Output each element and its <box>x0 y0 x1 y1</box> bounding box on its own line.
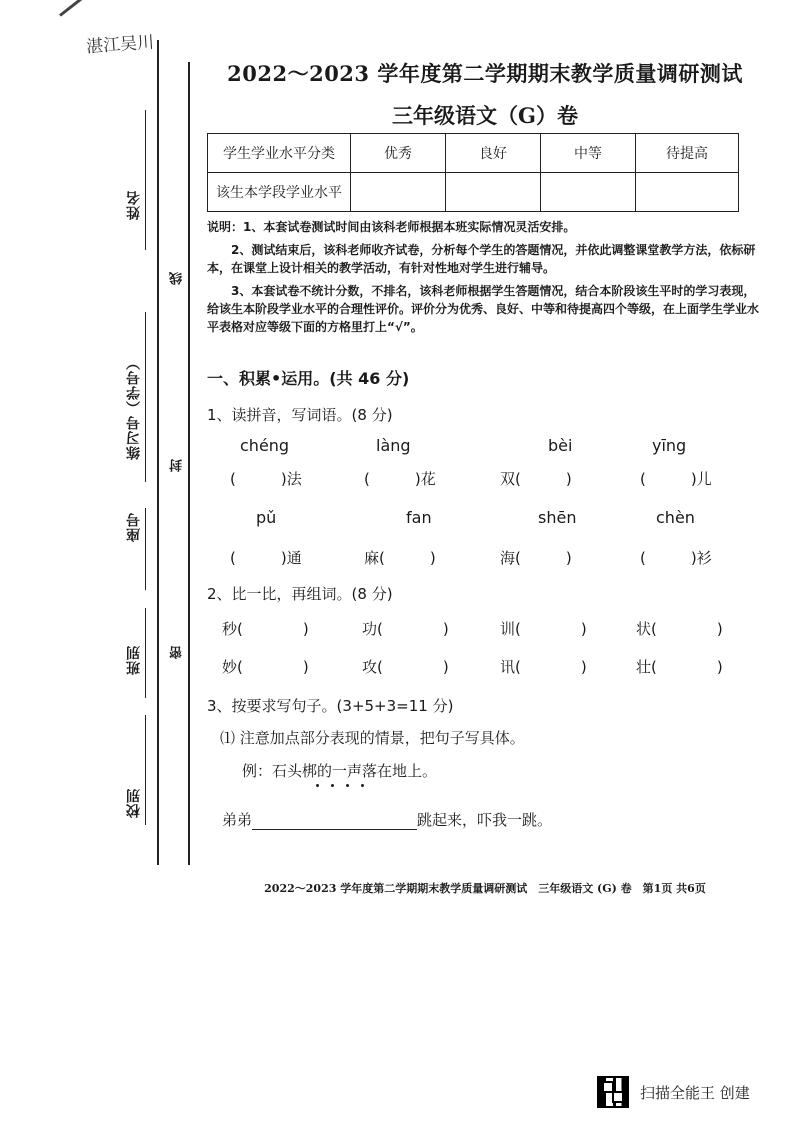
handwritten-note: 湛江吴川 <box>85 32 155 58</box>
compare-blank[interactable]: 状( ) <box>636 620 723 638</box>
compare-blank[interactable]: 秒( ) <box>222 620 309 638</box>
compare-blank[interactable]: 功( ) <box>362 620 449 638</box>
note-3: 3、本套试卷不统计分数，不排名，该科老师根据学生答题情况，结合本阶段该生平时的学习表现，给该生本阶段学业水平的合理性评价。评价分为优秀、良好、中等和待提高四个等级，在上面学生学业水平表格对应等级下面的方格里打上“√”。 <box>207 284 760 334</box>
word-blank[interactable]: 麻( ) <box>364 549 436 567</box>
table-row <box>208 134 739 173</box>
q3-sub1: ⑴ 注意加点部分表现的情景，把句子写具体。 <box>220 729 525 747</box>
pen-mark <box>59 0 84 17</box>
student-id-label: 练习号（学号） <box>126 355 142 460</box>
level-table <box>207 133 739 212</box>
name-label: 姓名 <box>126 190 142 220</box>
seal-dense-char: 密 <box>168 642 187 663</box>
pinyin: shēn <box>538 508 577 527</box>
qr-code-icon <box>597 1076 629 1108</box>
name-line <box>145 110 146 250</box>
q3-answer <box>222 809 552 830</box>
emphasis-dot <box>361 784 364 787</box>
word-blank[interactable]: ( )花 <box>364 470 436 488</box>
pinyin: chèn <box>656 508 695 527</box>
binding-line-inner <box>188 62 190 865</box>
answer-blank-line[interactable] <box>252 813 417 830</box>
level-check-cell[interactable] <box>446 173 541 212</box>
word-blank[interactable]: ( )通 <box>230 549 302 567</box>
pinyin: fan <box>406 508 432 527</box>
pinyin: chéng <box>240 436 290 455</box>
seat-label: 座号 <box>126 512 142 542</box>
compare-blank[interactable]: 攻( ) <box>362 658 449 676</box>
q3-example: 例：石头梆的一声落在地上。 <box>242 762 438 780</box>
q1-title: 1、读拼音，写词语。(8 分) <box>207 406 393 424</box>
student-id-line <box>145 312 146 482</box>
level-improve: 待提高 <box>636 134 739 173</box>
word-blank[interactable]: 海( ) <box>500 549 572 567</box>
word-blank[interactable]: ( )衫 <box>640 549 712 567</box>
note-1: 说明：1、本套试卷测试时间由该科老师根据本班实际情况灵活安排。 <box>207 220 576 234</box>
page-footer: 2022～2023 学年度第二学期期末教学质量调研测试 三年级语文 (G) 卷 第1页 共6页 <box>264 882 706 895</box>
compare-blank[interactable]: 讯( ) <box>500 658 587 676</box>
level-header-label: 学生学业水平分类 <box>208 134 351 173</box>
q2-title: 2、比一比，再组词。(8 分) <box>207 585 393 603</box>
class-line <box>145 608 146 698</box>
compare-blank[interactable]: 妙( ) <box>222 658 309 676</box>
table-row <box>208 173 739 212</box>
seal-seal-char: 封 <box>168 455 187 476</box>
binding-line-outer <box>157 40 159 865</box>
level-check-cell[interactable] <box>636 173 739 212</box>
emphasis-dot <box>316 784 319 787</box>
school-line <box>145 715 146 825</box>
level-excellent: 优秀 <box>351 134 446 173</box>
seat-line <box>145 508 146 590</box>
pinyin: làng <box>376 436 411 455</box>
q3-title: 3、按要求写句子。(3+5+3=11 分) <box>207 697 454 715</box>
word-blank[interactable]: ( )法 <box>230 470 302 488</box>
emphasis-dot <box>346 784 349 787</box>
scanner-watermark: 扫描全能王 创建 <box>640 1084 750 1102</box>
pinyin: bèi <box>548 436 573 455</box>
compare-blank[interactable]: 壮( ) <box>636 658 723 676</box>
class-label: 班别 <box>126 645 142 675</box>
page-subtitle: 三年级语文（G）卷 <box>392 103 578 128</box>
pinyin: pǔ <box>256 508 277 527</box>
pinyin: yīng <box>652 436 687 455</box>
section-heading: 一、积累•运用。(共 46 分) <box>207 369 410 388</box>
level-good: 良好 <box>446 134 541 173</box>
level-check-cell[interactable] <box>541 173 636 212</box>
emphasis-dot <box>331 784 334 787</box>
note-2: 2、测试结束后，该科老师收齐试卷，分析每个学生的答题情况，并依此调整课堂教学方法，依标研本，在课堂上设计相关的教学活动，有针对性地对学生进行辅导。 <box>207 243 756 275</box>
page-title: 2022～2023 学年度第二学期期末教学质量调研测试 <box>227 61 743 86</box>
compare-blank[interactable]: 训( ) <box>500 620 587 638</box>
answer-prefix: 弟弟 <box>222 811 253 829</box>
answer-suffix: 跳起来，吓我一跳。 <box>417 811 553 829</box>
level-row-label: 该生本学段学业水平 <box>208 173 351 212</box>
level-medium: 中等 <box>541 134 636 173</box>
seal-line-char: 线 <box>168 268 187 289</box>
school-label: 校别 <box>126 788 142 818</box>
word-blank[interactable]: 双( ) <box>500 470 572 488</box>
level-check-cell[interactable] <box>351 173 446 212</box>
word-blank[interactable]: ( )儿 <box>640 470 712 488</box>
